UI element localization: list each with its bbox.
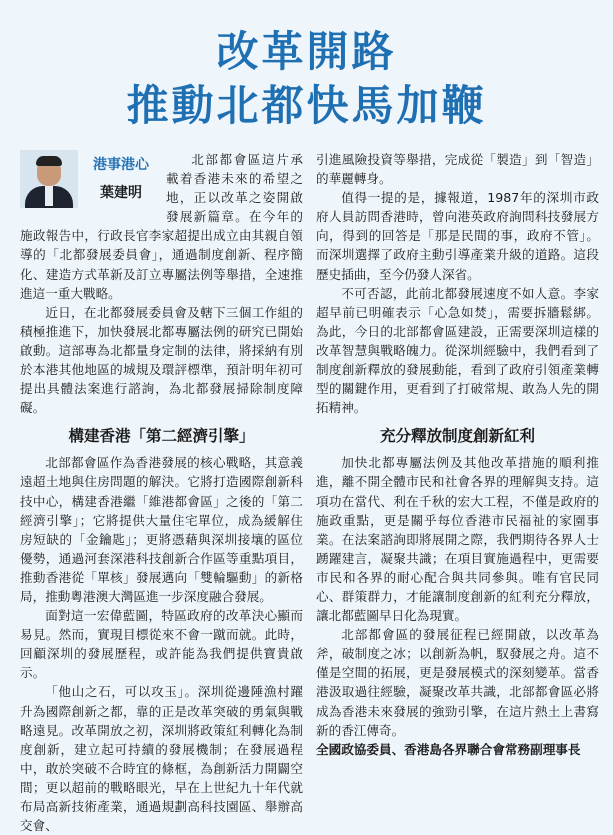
paragraph: 「他山之石，可以攻玉」。深圳從邊陲漁村躍升為國際創新之都，靠的正是改革突破的勇氣與戰略遠見。改革開放之初，深圳將政策紅利轉化為制度創新，建立起可持續的發展機制；在發展過程中，敢於突破不合時宜的條框，為創新活力開闢空間；更以超前的戰略眼光，早在上世紀九十年代就布局高新技術產業，通過規劃高科技園區、舉辦高交會、 [20,684,303,834]
paragraph: 加快北都專屬法例及其他改革措施的順利推進，離不開全體市民和社會各界的理解與支持。這項功在當代、利在千秋的宏大工程，不僅是政府的施政重點，更是關乎每位香港市民福祉的家園事業。在法案諮詢即將展開之際，我們期待各界人士踴躍建言，凝聚共識；在項目實施過程中，更需要市民和各界的耐心配合與共同參與。唯有官民同心、群策群力，才能讓制度創新的紅利充分釋放，讓北都藍圖早日化為現實。 [316,455,599,624]
author-title: 全國政協委員、香港島各界聯合會常務副理事長 [316,741,581,757]
byline [82,150,160,208]
paragraph: 值得一提的是，據報道，1987年的深圳市政府人員訪問香港時，曾向港英政府詢問科技發展方向，得到的回答是「那是民間的事，政府不管」。而深圳選擇了政府主動引導產業升級的道路。這段歷史插曲，至今仍發人深省。 [316,190,599,282]
section-heading: 構建香港「第二經濟引擎」 [68,427,255,446]
paragraph: 不可否認，此前北都發展速度不如人意。李家超早前已明確表示「心急如焚」，需要拆牆鬆綁。為此，今日的北部都會區建設，正需要深圳這樣的改革智慧與戰略魄力。從深圳經驗中，我們看到了制度創新釋放的發展動能，看到了政府引領產業轉型的關鍵作用，更看到了打破常規、敢為人先的開拓精神。 [316,285,599,416]
paragraph: 引進風險投資等舉措，完成從「製造」到「智造」的華麗轉身。 [316,152,599,187]
headline-line-2: 推動北都快馬加鞭 [126,81,487,130]
paragraph: 近日，在北都發展委員會及轄下三個工作組的積極推進下，加快發展北都專屬法例的研究已開始啟動。這部專為北都量身定制的法律，將採納有別於本港其他地區的城規及環評標準，預計明年初可提出具體法案進行諮詢，為北都發展掃除制度障礙。 [20,304,303,416]
column-name: 港事港心 [93,156,149,173]
paragraph: 面對這一宏偉藍圖，特區政府的改革決心顯而易見。然而，實現目標從來不會一蹴而就。此時，回顧深圳的發展歷程，或許能為我們提供寶貴啟示。 [20,608,303,681]
section-heading: 充分釋放制度創新紅利 [379,427,535,446]
paragraph: 北部都會區作為香港發展的核心戰略，其意義遠超土地與住房問題的解決。它將打造國際創新科技中心，構建香港繼「維港都會區」之後的「第二經濟引擎」；它將提供大量住宅單位，成為緩解住房短缺的「金鑰匙」；更將憑藉與深圳接壤的區位優勢，通過河套深港科技創新合作區等重點項目，推動香港從「單核」發展邁向「雙輪驅動」的新格局，推動粵港澳大灣區進一步深度融合發展。 [20,455,303,604]
right-column [316,150,599,759]
author-photo [20,150,78,208]
paragraph: 北部都會區的發展征程已經開啟，以改革為斧，破制度之冰；以創新為帆，馭發展之舟。這不僅是空間的拓展，更是發展模式的深刻變革。當香港汲取過往經驗，凝聚改革共識，北部都會區必將成為香港未來發展的強勁引擎，在這片熱土上書寫新的香江傳奇。 [316,627,599,738]
paragraph: 北部都會區這片承載着香港未來的希望之地，正以改革之姿開啟發展新篇章。在今年的施政報告中，行政長官李家超提出成立由其親自領導的「北都發展委員會」，通過制度創新、程序簡化、建造方式革新及訂立專屬法例等舉措，全速推進這一重大戰略。 [20,152,303,301]
left-column [20,150,303,835]
author-name: 葉建明 [100,185,142,202]
headline-line-1: 改革開路 [216,27,397,76]
